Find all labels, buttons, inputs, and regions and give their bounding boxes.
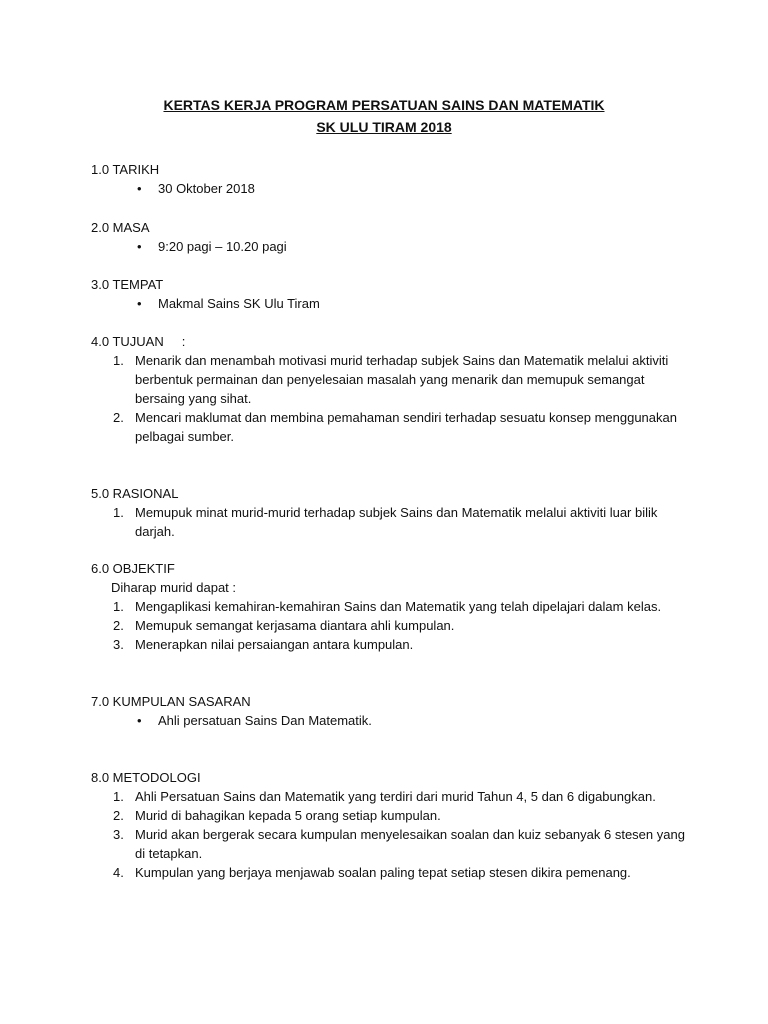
- list-item: [91, 351, 691, 408]
- item-text: Kumpulan yang berjaya menjawab soalan paling tepat setiap stesen dikira pemenang.: [135, 865, 631, 880]
- section-heading: 7.0 KUMPULAN SASARAN: [91, 694, 251, 709]
- list-item: [91, 635, 691, 654]
- item-text: 30 Oktober 2018: [158, 181, 255, 196]
- list-item: [91, 237, 691, 256]
- list-item: [91, 711, 691, 730]
- bullet-icon: •: [137, 713, 142, 728]
- list-item: [91, 863, 691, 882]
- section-masa: [91, 218, 691, 256]
- item-text: Menarik dan menambah motivasi murid terhadap subjek Sains dan Matematik melalui aktiviti berbentuk permainan dan penyelesaian masalah yang menarik dan memupuk semangat bersaing yang sihat.: [135, 353, 669, 406]
- section-objektif: [91, 559, 691, 654]
- section-tempat: [91, 275, 691, 313]
- item-text: Menerapkan nilai persaiangan antara kumpulan.: [135, 637, 414, 652]
- section-kumpulan-sasaran: [91, 692, 691, 730]
- section-tarikh: [91, 160, 691, 198]
- section-rasional: [91, 484, 691, 541]
- list-item: [91, 825, 691, 863]
- section-heading: 3.0 TEMPAT: [91, 277, 164, 292]
- list-item: [91, 179, 691, 198]
- section-heading: 4.0 TUJUAN :: [91, 334, 186, 349]
- item-number: 2.: [113, 410, 124, 425]
- list-item: [91, 408, 691, 446]
- item-number: 1.: [113, 789, 124, 804]
- section-heading: 5.0 RASIONAL: [91, 486, 179, 501]
- list-item: [91, 616, 691, 635]
- item-number: 1.: [113, 505, 124, 520]
- document-title: KERTAS KERJA PROGRAM PERSATUAN SAINS DAN MATEMATIK: [163, 97, 605, 113]
- section-metodologi: [91, 768, 691, 882]
- item-number: 2.: [113, 618, 124, 633]
- section-heading: 1.0 TARIKH: [91, 162, 160, 177]
- item-number: 4.: [113, 865, 124, 880]
- item-text: Memupuk minat murid-murid terhadap subjek Sains dan Matematik melalui aktiviti luar bilik darjah.: [135, 505, 658, 539]
- section-heading: 8.0 METODOLOGI: [91, 770, 201, 785]
- list-item: [91, 503, 691, 541]
- list-item: [91, 597, 691, 616]
- bullet-icon: •: [137, 239, 142, 254]
- bullet-icon: •: [137, 181, 142, 196]
- item-number: 2.: [113, 808, 124, 823]
- item-text: Mencari maklumat dan membina pemahaman sendiri terhadap sesuatu konsep menggunakan pelbagai sumber.: [135, 410, 677, 444]
- section-tujuan: [91, 332, 691, 446]
- list-item: [91, 806, 691, 825]
- item-text: 9:20 pagi – 10.20 pagi: [158, 239, 287, 254]
- item-text: Makmal Sains SK Ulu Tiram: [158, 296, 320, 311]
- item-number: 3.: [113, 827, 124, 842]
- section-heading: 2.0 MASA: [91, 220, 150, 235]
- item-text: Murid akan bergerak secara kumpulan menyelesaikan soalan dan kuiz sebanyak 6 stesen yang di tetapkan.: [135, 827, 685, 861]
- list-item: [91, 294, 691, 313]
- item-text: Memupuk semangat kerjasama diantara ahli kumpulan.: [135, 618, 455, 633]
- section-heading: 6.0 OBJEKTIF: [91, 561, 175, 576]
- item-number: 1.: [113, 599, 124, 614]
- item-number: 1.: [113, 353, 124, 368]
- bullet-icon: •: [137, 296, 142, 311]
- item-text: Mengaplikasi kemahiran-kemahiran Sains dan Matematik yang telah dipelajari dalam kelas.: [135, 599, 662, 614]
- document-subtitle: SK ULU TIRAM 2018: [316, 119, 452, 135]
- item-number: 3.: [113, 637, 124, 652]
- item-text: Ahli Persatuan Sains dan Matematik yang terdiri dari murid Tahun 4, 5 dan 6 digabungkan.: [135, 789, 656, 804]
- item-text: Ahli persatuan Sains Dan Matematik.: [158, 713, 372, 728]
- item-text: Murid di bahagikan kepada 5 orang setiap kumpulan.: [135, 808, 441, 823]
- section-intro: Diharap murid dapat :: [111, 580, 237, 595]
- list-item: [91, 787, 691, 806]
